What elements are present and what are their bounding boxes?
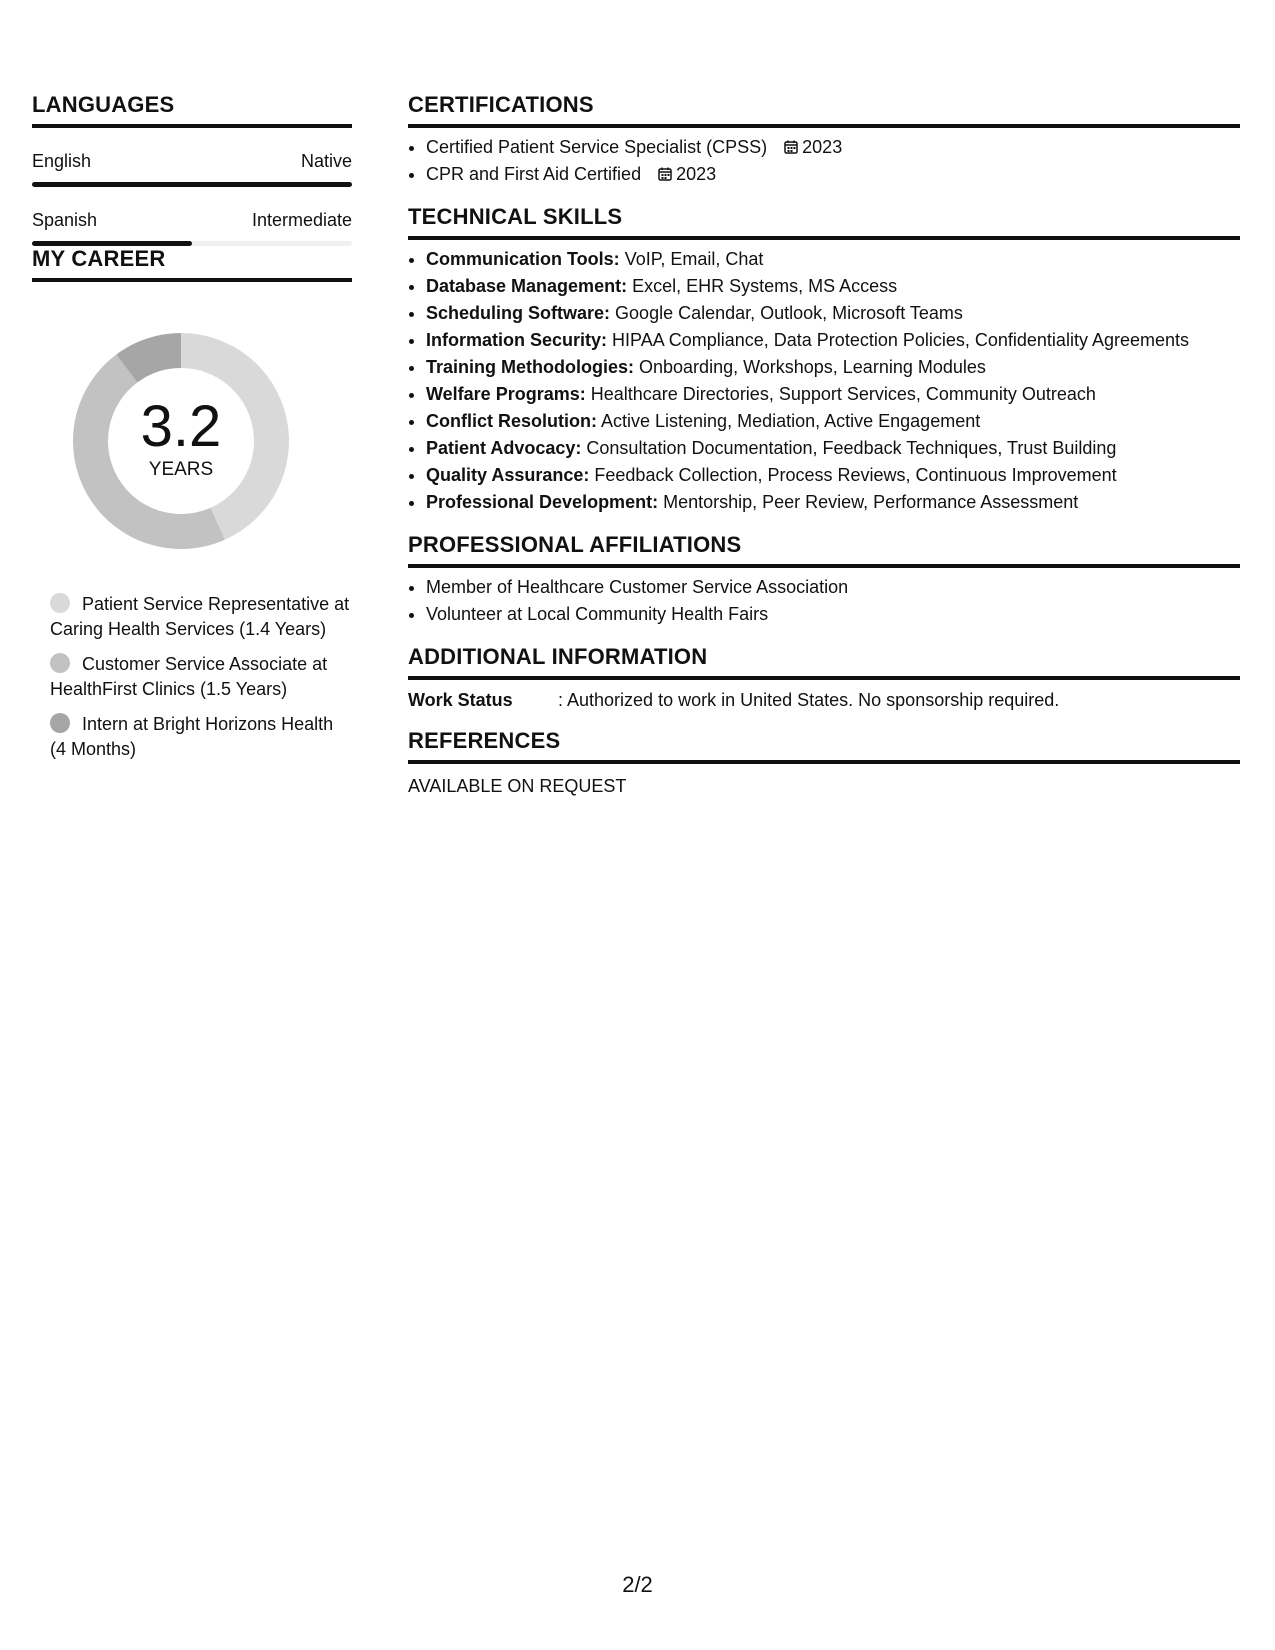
skill-item — [426, 327, 1240, 354]
legend-dot — [50, 713, 70, 733]
skill-item — [426, 300, 1240, 327]
technical-skills-list — [408, 246, 1240, 516]
skill-label: Professional Development: — [426, 492, 659, 512]
skill-item — [426, 354, 1240, 381]
career-total-unit: YEARS — [148, 459, 214, 480]
legend-label: Intern at Bright Horizons Health (4 Months) — [50, 714, 334, 759]
certifications-heading: CERTIFICATIONS — [408, 92, 1240, 128]
skill-label: Database Management: — [426, 276, 628, 296]
skill-item — [426, 462, 1240, 489]
work-status-label: Work Status — [408, 690, 513, 710]
skill-label: Communication Tools: — [426, 249, 620, 269]
career-heading: MY CAREER — [32, 246, 352, 282]
career-legend — [50, 592, 350, 762]
right-column — [408, 92, 1240, 798]
additional-info-heading: ADDITIONAL INFORMATION — [408, 644, 1240, 680]
technical-skills-heading: TECHNICAL SKILLS — [408, 204, 1240, 240]
skill-item — [426, 246, 1240, 273]
certification-year: 2023 — [676, 164, 717, 184]
legend-label: Customer Service Associate at HealthFirst Clinics (1.5 Years) — [50, 654, 328, 699]
languages-heading: LANGUAGES — [32, 92, 352, 128]
language-level: Intermediate — [251, 210, 352, 230]
affiliations-heading: PROFESSIONAL AFFILIATIONS — [408, 532, 1240, 568]
language-name: English — [32, 151, 92, 171]
legend-item — [50, 712, 350, 762]
language-name: Spanish — [32, 210, 98, 230]
skill-label: Conflict Resolution: — [426, 411, 597, 431]
skill-value: Mentorship, Peer Review, Performance Assessment — [663, 492, 1079, 512]
skill-label: Patient Advocacy: — [426, 438, 582, 458]
legend-item — [50, 592, 350, 642]
skill-value: Healthcare Directories, Support Services, Community Outreach — [590, 384, 1096, 404]
language-item — [32, 209, 352, 246]
certification-name: CPR and First Aid Certified — [426, 164, 642, 184]
language-item — [32, 150, 352, 187]
skill-value: Excel, EHR Systems, MS Access — [632, 276, 898, 296]
certification-item — [426, 161, 1240, 188]
work-status-row — [408, 688, 1240, 712]
skill-value: Onboarding, Workshops, Learning Modules — [639, 357, 986, 377]
skill-value: Google Calendar, Outlook, Microsoft Teams — [615, 303, 963, 323]
skill-value: HIPAA Compliance, Data Protection Policies, Confidentiality Agreements — [612, 330, 1189, 350]
certification-name: Certified Patient Service Specialist (CPSS) — [426, 137, 768, 157]
skill-label: Information Security: — [426, 330, 608, 350]
skill-label: Scheduling Software: — [426, 303, 611, 323]
skill-label: Welfare Programs: — [426, 384, 586, 404]
legend-dot — [50, 653, 70, 673]
skill-item — [426, 273, 1240, 300]
language-proficiency-bar — [32, 182, 352, 187]
legend-label: Patient Service Representative at Caring Health Services (1.4 Years) — [50, 594, 350, 639]
career-total-years: 3.2 — [140, 394, 222, 459]
legend-dot — [50, 593, 70, 613]
references-heading: REFERENCES — [408, 728, 1240, 764]
skill-value: Feedback Collection, Process Reviews, Continuous Improvement — [594, 465, 1117, 485]
calendar-icon — [658, 167, 672, 181]
skill-value: Consultation Documentation, Feedback Techniques, Trust Building — [586, 438, 1117, 458]
affiliation-item: • Member of Healthcare Customer Service Association — [426, 574, 1240, 601]
certifications-list — [408, 134, 1240, 188]
certification-year: 2023 — [802, 137, 843, 157]
skill-value: VoIP, Email, Chat — [624, 249, 764, 269]
language-level: Native — [300, 151, 352, 171]
skill-label: Training Methodologies: — [426, 357, 634, 377]
legend-item — [50, 652, 350, 702]
language-proficiency-fill — [32, 182, 352, 187]
skill-value: Active Listening, Mediation, Active Engagement — [601, 411, 981, 431]
skill-item — [426, 408, 1240, 435]
certification-item — [426, 134, 1240, 161]
skill-item — [426, 489, 1240, 516]
affiliations-list — [408, 574, 1240, 628]
skill-item — [426, 435, 1240, 462]
language-proficiency-fill — [32, 241, 192, 246]
career-donut-chart — [66, 326, 296, 556]
affiliation-item: • Volunteer at Local Community Health Fairs — [426, 601, 1240, 628]
work-status-value: : Authorized to work in United States. No sponsorship required. — [558, 690, 1060, 710]
skill-label: Quality Assurance: — [426, 465, 590, 485]
references-text: AVAILABLE ON REQUEST — [408, 776, 627, 796]
language-proficiency-bar — [32, 241, 352, 246]
page-number: 2/2 — [622, 1572, 653, 1597]
calendar-icon — [784, 140, 798, 154]
left-column — [32, 92, 352, 772]
skill-item — [426, 381, 1240, 408]
